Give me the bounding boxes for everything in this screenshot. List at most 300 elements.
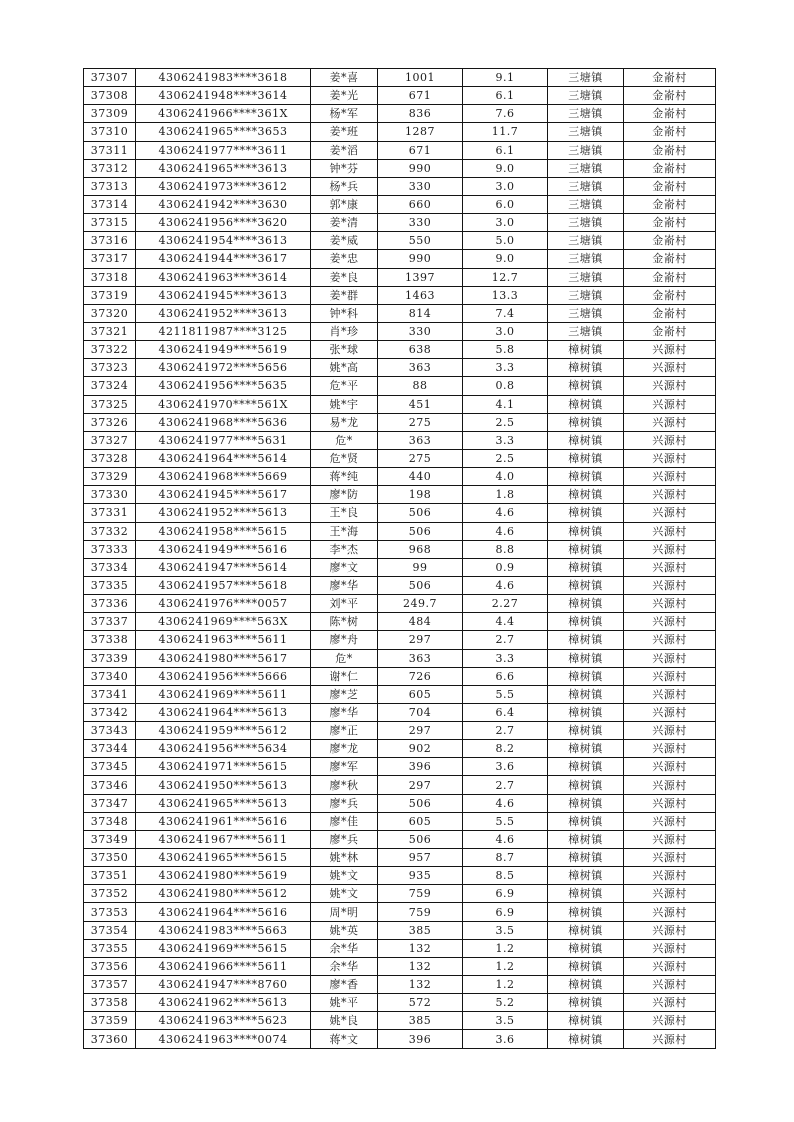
cell-amount: 814 (378, 304, 463, 322)
cell-amount: 1463 (378, 286, 463, 304)
cell-town: 三塘镇 (548, 69, 624, 87)
cell-town: 樟树镇 (548, 576, 624, 594)
cell-village: 兴源村 (624, 667, 716, 685)
cell-id-number: 4306241952****3613 (136, 304, 311, 322)
cell-name: 廖*正 (311, 722, 378, 740)
cell-rate: 6.6 (463, 667, 548, 685)
cell-id-number: 4306241973****3612 (136, 177, 311, 195)
cell-serial-number: 37347 (84, 794, 136, 812)
cell-rate: 6.1 (463, 141, 548, 159)
cell-serial-number: 37313 (84, 177, 136, 195)
cell-town: 樟树镇 (548, 939, 624, 957)
cell-rate: 1.2 (463, 957, 548, 975)
cell-village: 兴源村 (624, 395, 716, 413)
cell-name: 姚*英 (311, 921, 378, 939)
cell-id-number: 4306241961****5616 (136, 812, 311, 830)
cell-rate: 4.4 (463, 613, 548, 631)
cell-village: 金嵛村 (624, 141, 716, 159)
table-row (84, 504, 716, 522)
cell-village: 兴源村 (624, 540, 716, 558)
cell-rate: 13.3 (463, 286, 548, 304)
table-row (84, 268, 716, 286)
cell-id-number: 4306241963****5623 (136, 1012, 311, 1030)
cell-village: 兴源村 (624, 776, 716, 794)
cell-village: 金嵛村 (624, 322, 716, 340)
cell-amount: 671 (378, 141, 463, 159)
cell-name: 危* (311, 649, 378, 667)
cell-town: 樟树镇 (548, 976, 624, 994)
cell-serial-number: 37340 (84, 667, 136, 685)
cell-town: 樟树镇 (548, 794, 624, 812)
cell-name: 张*球 (311, 341, 378, 359)
cell-serial-number: 37342 (84, 703, 136, 721)
cell-town: 樟树镇 (548, 685, 624, 703)
cell-town: 樟树镇 (548, 830, 624, 848)
cell-town: 樟树镇 (548, 758, 624, 776)
cell-town: 樟树镇 (548, 631, 624, 649)
cell-name: 姜*清 (311, 214, 378, 232)
cell-village: 兴源村 (624, 413, 716, 431)
cell-serial-number: 37341 (84, 685, 136, 703)
cell-serial-number: 37321 (84, 322, 136, 340)
cell-id-number: 4306241956****5634 (136, 740, 311, 758)
cell-village: 兴源村 (624, 849, 716, 867)
cell-id-number: 4306241963****5611 (136, 631, 311, 649)
cell-amount: 726 (378, 667, 463, 685)
cell-rate: 3.3 (463, 359, 548, 377)
cell-town: 樟树镇 (548, 649, 624, 667)
cell-name: 钟*芬 (311, 159, 378, 177)
cell-town: 三塘镇 (548, 250, 624, 268)
cell-town: 樟树镇 (548, 921, 624, 939)
cell-id-number: 4306241980****5612 (136, 885, 311, 903)
cell-name: 刘*平 (311, 595, 378, 613)
cell-name: 姚*宇 (311, 395, 378, 413)
cell-town: 樟树镇 (548, 613, 624, 631)
cell-village: 兴源村 (624, 957, 716, 975)
table-row (84, 939, 716, 957)
cell-amount: 396 (378, 1030, 463, 1048)
cell-name: 姜*良 (311, 268, 378, 286)
cell-serial-number: 37360 (84, 1030, 136, 1048)
cell-village: 兴源村 (624, 649, 716, 667)
cell-rate: 2.5 (463, 413, 548, 431)
cell-village: 兴源村 (624, 830, 716, 848)
cell-serial-number: 37332 (84, 522, 136, 540)
cell-serial-number: 37333 (84, 540, 136, 558)
cell-name: 姜*班 (311, 123, 378, 141)
cell-rate: 9.0 (463, 159, 548, 177)
cell-amount: 132 (378, 957, 463, 975)
cell-town: 三塘镇 (548, 141, 624, 159)
cell-village: 兴源村 (624, 867, 716, 885)
cell-serial-number: 37358 (84, 994, 136, 1012)
table-row (84, 976, 716, 994)
table-row (84, 69, 716, 87)
cell-serial-number: 37349 (84, 830, 136, 848)
cell-name: 姚*高 (311, 359, 378, 377)
cell-name: 李*杰 (311, 540, 378, 558)
cell-name: 姚*文 (311, 867, 378, 885)
cell-name: 郭*康 (311, 195, 378, 213)
cell-amount: 363 (378, 359, 463, 377)
cell-amount: 275 (378, 413, 463, 431)
table-row (84, 177, 716, 195)
table-row (84, 304, 716, 322)
cell-town: 樟树镇 (548, 359, 624, 377)
cell-id-number: 4306241977****5631 (136, 431, 311, 449)
cell-rate: 2.7 (463, 631, 548, 649)
cell-town: 三塘镇 (548, 214, 624, 232)
cell-serial-number: 37318 (84, 268, 136, 286)
cell-town: 樟树镇 (548, 522, 624, 540)
table-row (84, 540, 716, 558)
cell-id-number: 4306241962****5613 (136, 994, 311, 1012)
cell-name: 姜*忠 (311, 250, 378, 268)
cell-name: 廖*香 (311, 976, 378, 994)
cell-village: 金嵛村 (624, 177, 716, 195)
cell-town: 三塘镇 (548, 105, 624, 123)
cell-rate: 7.4 (463, 304, 548, 322)
cell-village: 金嵛村 (624, 268, 716, 286)
cell-town: 樟树镇 (548, 849, 624, 867)
cell-amount: 704 (378, 703, 463, 721)
cell-town: 樟树镇 (548, 395, 624, 413)
cell-serial-number: 37324 (84, 377, 136, 395)
table-row (84, 758, 716, 776)
cell-id-number: 4306241944****3617 (136, 250, 311, 268)
cell-amount: 330 (378, 214, 463, 232)
cell-rate: 1.8 (463, 486, 548, 504)
cell-rate: 3.3 (463, 649, 548, 667)
cell-amount: 385 (378, 1012, 463, 1030)
table-row (84, 377, 716, 395)
cell-amount: 638 (378, 341, 463, 359)
table-row (84, 359, 716, 377)
cell-amount: 1001 (378, 69, 463, 87)
cell-serial-number: 37330 (84, 486, 136, 504)
cell-rate: 2.7 (463, 776, 548, 794)
table-row (84, 522, 716, 540)
cell-amount: 363 (378, 431, 463, 449)
cell-name: 廖*兵 (311, 830, 378, 848)
cell-name: 姚*良 (311, 1012, 378, 1030)
table-row (84, 558, 716, 576)
cell-town: 樟树镇 (548, 903, 624, 921)
table-row (84, 867, 716, 885)
cell-village: 兴源村 (624, 758, 716, 776)
cell-town: 三塘镇 (548, 304, 624, 322)
cell-village: 兴源村 (624, 595, 716, 613)
cell-rate: 4.6 (463, 504, 548, 522)
table-row (84, 449, 716, 467)
cell-serial-number: 37319 (84, 286, 136, 304)
cell-id-number: 4306241954****3613 (136, 232, 311, 250)
cell-town: 樟树镇 (548, 885, 624, 903)
cell-amount: 550 (378, 232, 463, 250)
cell-amount: 132 (378, 939, 463, 957)
cell-id-number: 4306241965****3653 (136, 123, 311, 141)
cell-id-number: 4306241958****5615 (136, 522, 311, 540)
cell-town: 三塘镇 (548, 159, 624, 177)
cell-serial-number: 37338 (84, 631, 136, 649)
cell-village: 兴源村 (624, 522, 716, 540)
table-row (84, 195, 716, 213)
cell-id-number: 4306241956****3620 (136, 214, 311, 232)
cell-town: 樟树镇 (548, 504, 624, 522)
cell-village: 兴源村 (624, 976, 716, 994)
cell-id-number: 4306241948****3614 (136, 87, 311, 105)
cell-id-number: 4306241963****0074 (136, 1030, 311, 1048)
cell-town: 樟树镇 (548, 812, 624, 830)
cell-name: 廖*龙 (311, 740, 378, 758)
cell-amount: 935 (378, 867, 463, 885)
cell-id-number: 4306241952****5613 (136, 504, 311, 522)
cell-id-number: 4306241971****5615 (136, 758, 311, 776)
cell-amount: 1287 (378, 123, 463, 141)
cell-amount: 396 (378, 758, 463, 776)
cell-town: 樟树镇 (548, 722, 624, 740)
cell-town: 樟树镇 (548, 867, 624, 885)
table-row (84, 214, 716, 232)
cell-rate: 0.9 (463, 558, 548, 576)
table-row (84, 812, 716, 830)
cell-town: 樟树镇 (548, 540, 624, 558)
cell-amount: 132 (378, 976, 463, 994)
cell-rate: 3.5 (463, 1012, 548, 1030)
cell-name: 廖*华 (311, 703, 378, 721)
cell-id-number: 4306241964****5613 (136, 703, 311, 721)
cell-amount: 957 (378, 849, 463, 867)
cell-id-number: 4306241950****5613 (136, 776, 311, 794)
cell-id-number: 4306241966****5611 (136, 957, 311, 975)
cell-village: 兴源村 (624, 921, 716, 939)
cell-serial-number: 37357 (84, 976, 136, 994)
cell-village: 兴源村 (624, 794, 716, 812)
cell-amount: 88 (378, 377, 463, 395)
table-row (84, 921, 716, 939)
cell-id-number: 4306241942****3630 (136, 195, 311, 213)
cell-name: 姜*喜 (311, 69, 378, 87)
cell-town: 樟树镇 (548, 449, 624, 467)
cell-name: 肖*珍 (311, 322, 378, 340)
cell-amount: 297 (378, 776, 463, 794)
cell-name: 王*海 (311, 522, 378, 540)
cell-rate: 0.8 (463, 377, 548, 395)
cell-town: 樟树镇 (548, 377, 624, 395)
table-row (84, 740, 716, 758)
cell-amount: 363 (378, 649, 463, 667)
table-row (84, 286, 716, 304)
cell-id-number: 4306241980****5617 (136, 649, 311, 667)
cell-town: 樟树镇 (548, 486, 624, 504)
cell-village: 兴源村 (624, 1012, 716, 1030)
cell-rate: 5.0 (463, 232, 548, 250)
cell-village: 兴源村 (624, 341, 716, 359)
cell-rate: 2.27 (463, 595, 548, 613)
cell-rate: 3.6 (463, 1030, 548, 1048)
cell-village: 兴源村 (624, 939, 716, 957)
cell-id-number: 4306241972****5656 (136, 359, 311, 377)
cell-rate: 2.5 (463, 449, 548, 467)
cell-town: 樟树镇 (548, 1012, 624, 1030)
cell-village: 金嵛村 (624, 123, 716, 141)
cell-serial-number: 37353 (84, 903, 136, 921)
cell-amount: 385 (378, 921, 463, 939)
cell-id-number: 4306241977****3611 (136, 141, 311, 159)
cell-serial-number: 37359 (84, 1012, 136, 1030)
cell-serial-number: 37346 (84, 776, 136, 794)
cell-rate: 3.3 (463, 431, 548, 449)
cell-id-number: 4306241956****5635 (136, 377, 311, 395)
cell-serial-number: 37316 (84, 232, 136, 250)
table-row (84, 431, 716, 449)
table-row (84, 776, 716, 794)
cell-serial-number: 37320 (84, 304, 136, 322)
cell-name: 廖*文 (311, 558, 378, 576)
table-row (84, 468, 716, 486)
cell-name: 危* (311, 431, 378, 449)
cell-id-number: 4306241983****3618 (136, 69, 311, 87)
cell-amount: 99 (378, 558, 463, 576)
cell-amount: 506 (378, 522, 463, 540)
table-row (84, 87, 716, 105)
cell-serial-number: 37307 (84, 69, 136, 87)
cell-rate: 4.6 (463, 794, 548, 812)
cell-serial-number: 37352 (84, 885, 136, 903)
cell-serial-number: 37355 (84, 939, 136, 957)
cell-village: 兴源村 (624, 1030, 716, 1048)
table-row (84, 1030, 716, 1048)
cell-village: 兴源村 (624, 449, 716, 467)
cell-serial-number: 37337 (84, 613, 136, 631)
cell-town: 樟树镇 (548, 413, 624, 431)
cell-amount: 440 (378, 468, 463, 486)
cell-name: 廖*军 (311, 758, 378, 776)
cell-serial-number: 37345 (84, 758, 136, 776)
cell-rate: 6.9 (463, 885, 548, 903)
cell-serial-number: 37354 (84, 921, 136, 939)
cell-amount: 506 (378, 830, 463, 848)
table-row (84, 413, 716, 431)
cell-id-number: 4306241968****5636 (136, 413, 311, 431)
cell-amount: 330 (378, 177, 463, 195)
cell-name: 姜*群 (311, 286, 378, 304)
cell-id-number: 4306241969****5611 (136, 685, 311, 703)
cell-rate: 4.6 (463, 576, 548, 594)
cell-village: 兴源村 (624, 885, 716, 903)
table-row (84, 703, 716, 721)
cell-village: 金嵛村 (624, 105, 716, 123)
cell-id-number: 4306241957****5618 (136, 576, 311, 594)
cell-town: 三塘镇 (548, 286, 624, 304)
cell-town: 三塘镇 (548, 232, 624, 250)
cell-amount: 275 (378, 449, 463, 467)
cell-town: 樟树镇 (548, 667, 624, 685)
cell-town: 樟树镇 (548, 558, 624, 576)
cell-serial-number: 37312 (84, 159, 136, 177)
cell-amount: 297 (378, 722, 463, 740)
cell-serial-number: 37344 (84, 740, 136, 758)
cell-rate: 6.0 (463, 195, 548, 213)
cell-name: 廖*芝 (311, 685, 378, 703)
cell-name: 姚*林 (311, 849, 378, 867)
cell-village: 金嵛村 (624, 195, 716, 213)
cell-id-number: 4306241980****5619 (136, 867, 311, 885)
cell-name: 姜*光 (311, 87, 378, 105)
table-row (84, 830, 716, 848)
cell-amount: 506 (378, 794, 463, 812)
cell-name: 廖*秋 (311, 776, 378, 794)
cell-rate: 4.1 (463, 395, 548, 413)
cell-name: 杨*军 (311, 105, 378, 123)
cell-rate: 7.6 (463, 105, 548, 123)
cell-name: 余*华 (311, 957, 378, 975)
table-row (84, 885, 716, 903)
cell-rate: 6.4 (463, 703, 548, 721)
cell-rate: 8.7 (463, 849, 548, 867)
table-row (84, 159, 716, 177)
cell-village: 兴源村 (624, 468, 716, 486)
table-body (84, 69, 716, 1049)
cell-amount: 506 (378, 576, 463, 594)
cell-amount: 990 (378, 159, 463, 177)
cell-id-number: 4306241945****3613 (136, 286, 311, 304)
cell-village: 金嵛村 (624, 286, 716, 304)
cell-id-number: 4306241947****5614 (136, 558, 311, 576)
table-row (84, 486, 716, 504)
cell-village: 兴源村 (624, 558, 716, 576)
cell-id-number: 4211811987****3125 (136, 322, 311, 340)
cell-town: 三塘镇 (548, 322, 624, 340)
table-row (84, 395, 716, 413)
cell-rate: 5.8 (463, 341, 548, 359)
table-row (84, 685, 716, 703)
cell-id-number: 4306241965****5613 (136, 794, 311, 812)
cell-name: 姜*威 (311, 232, 378, 250)
cell-id-number: 4306241964****5616 (136, 903, 311, 921)
cell-name: 陈*树 (311, 613, 378, 631)
cell-name: 王*良 (311, 504, 378, 522)
cell-name: 廖*防 (311, 486, 378, 504)
cell-amount: 671 (378, 87, 463, 105)
cell-amount: 1397 (378, 268, 463, 286)
cell-id-number: 4306241956****5666 (136, 667, 311, 685)
cell-name: 廖*佳 (311, 812, 378, 830)
cell-serial-number: 37311 (84, 141, 136, 159)
cell-village: 兴源村 (624, 722, 716, 740)
cell-rate: 2.7 (463, 722, 548, 740)
cell-village: 金嵛村 (624, 87, 716, 105)
cell-serial-number: 37334 (84, 558, 136, 576)
cell-amount: 605 (378, 685, 463, 703)
table-row (84, 957, 716, 975)
cell-town: 樟树镇 (548, 341, 624, 359)
cell-town: 樟树镇 (548, 468, 624, 486)
cell-town: 樟树镇 (548, 776, 624, 794)
cell-name: 谢*仁 (311, 667, 378, 685)
table-row (84, 322, 716, 340)
cell-name: 周*明 (311, 903, 378, 921)
table-row (84, 994, 716, 1012)
cell-amount: 249.7 (378, 595, 463, 613)
cell-town: 樟树镇 (548, 957, 624, 975)
cell-serial-number: 37325 (84, 395, 136, 413)
cell-amount: 990 (378, 250, 463, 268)
cell-rate: 1.2 (463, 939, 548, 957)
cell-serial-number: 37356 (84, 957, 136, 975)
cell-amount: 330 (378, 322, 463, 340)
